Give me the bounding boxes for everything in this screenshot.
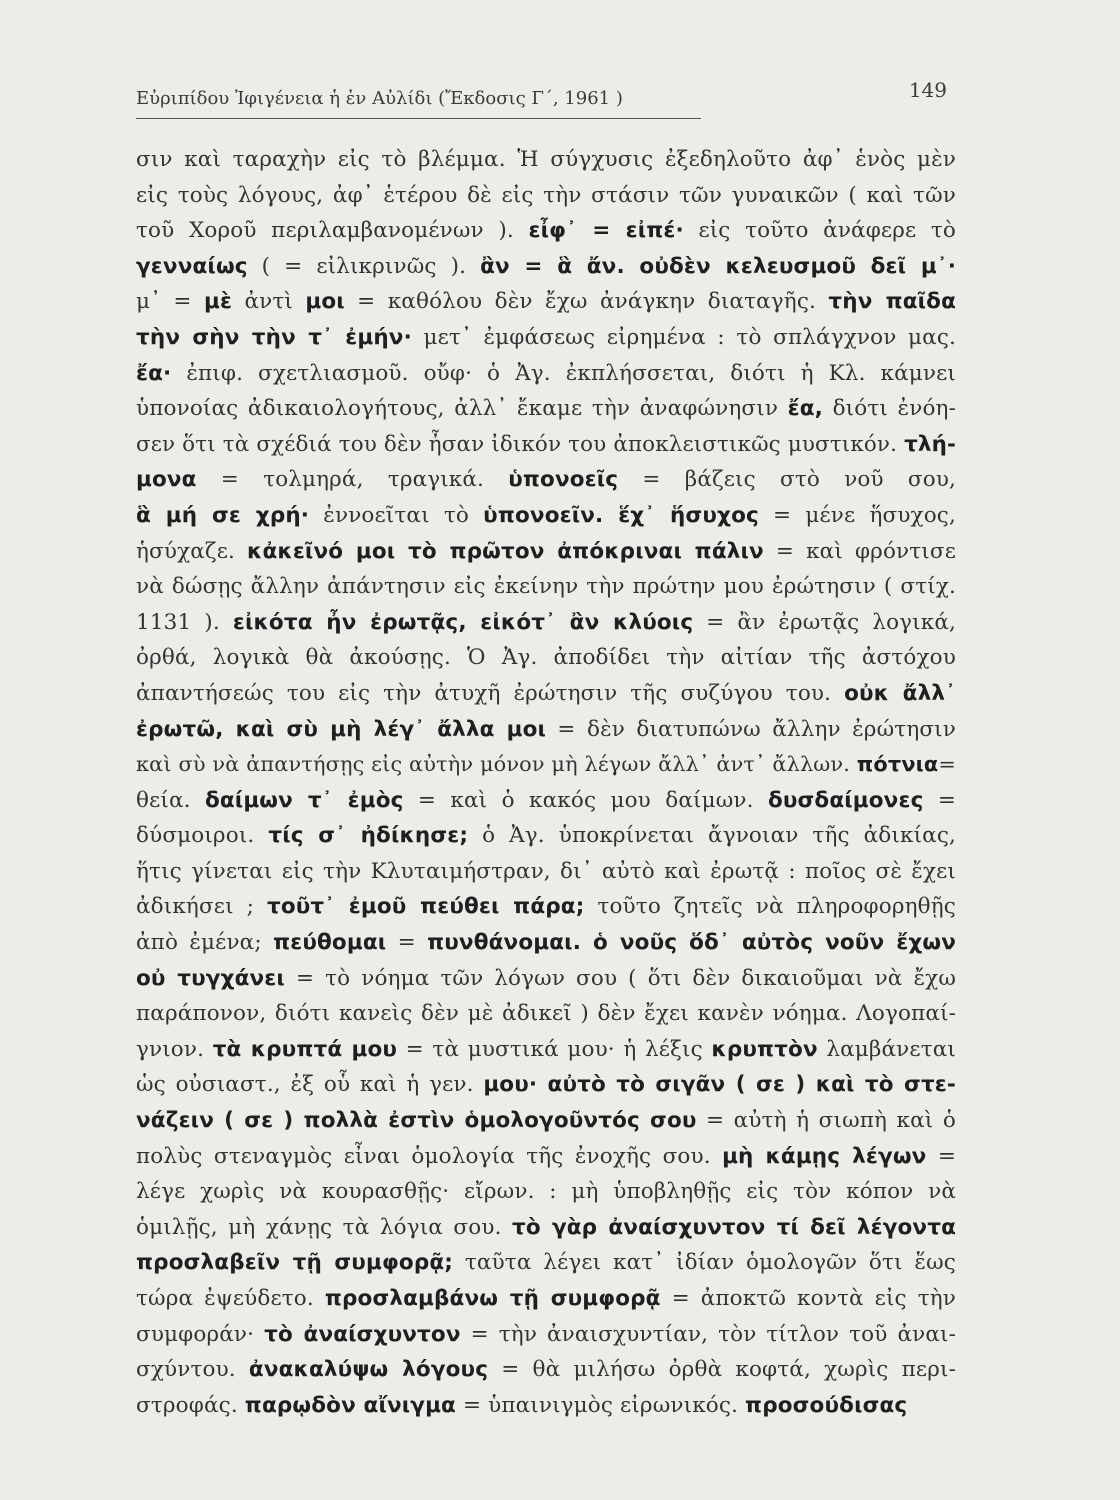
gloss-text: ὁ Ἀγ. ὑποκρίνεται ἄγνοιαν τῆς ἀδικίας, — [468, 823, 956, 849]
text-line — [136, 1067, 956, 1103]
lemma-bold: οὐ τυγχάνει — [136, 965, 285, 991]
lemma-bold: ἀνακαλύψω λόγους — [248, 1357, 489, 1383]
gloss-text: πολὺς στεναγμὸς εἶναι ὁμολογία τῆς ἐνοχῆς σου. — [136, 1143, 723, 1169]
lemma-bold: τὸ ἀναίσχυντον — [264, 1321, 461, 1347]
gloss-text: = ἂν ἐρωτᾷς λογικά, — [693, 609, 956, 635]
lemma-bold: ἔα· — [136, 360, 172, 386]
lemma-bold: εἶφ᾽ = εἰπέ· — [528, 218, 684, 244]
lemma-bold: τοῦτ᾽ ἐμοῦ πεύθει πάρα; — [266, 894, 585, 920]
text-line — [136, 1352, 956, 1388]
text-line — [136, 925, 956, 961]
lemma-bold: γενναίως — [136, 253, 248, 279]
lemma-bold: τὴν παῖδα — [828, 289, 956, 315]
gloss-text: λέγε χωρὶς νὰ κουρασθῇς· εἴρων. : μὴ ὑποβληθῇς εἰς τὸν κόπον νὰ — [136, 1179, 956, 1205]
text-line — [136, 427, 956, 463]
gloss-text: στροφάς. — [136, 1392, 245, 1418]
commentary-text — [136, 142, 956, 1423]
text-line — [136, 1281, 956, 1317]
gloss-text: = καὶ φρόντισε — [763, 538, 956, 564]
gloss-text: = ὑπαινιγμὸς εἰρωνικός. — [455, 1392, 746, 1418]
text-line — [136, 320, 956, 356]
gloss-text: ἀδικήσει ; — [136, 894, 267, 920]
lemma-bold: ἐρωτῶ, καὶ σὺ μὴ λέγ᾽ ἄλλα μοι — [136, 716, 547, 742]
lemma-bold: νάζειν ( σε ) πολλὰ ἐστὶν ὁμολογοῦντός σου — [136, 1108, 697, 1134]
text-line — [136, 1317, 956, 1353]
gloss-text: νὰ δώσῃς ἄλλην ἀπάντησιν εἰς ἐκείνην τὴν πρώτην μου ἐρώτησιν ( στίχ. — [136, 574, 956, 600]
gloss-text: 1131 ). — [136, 609, 233, 635]
lemma-bold: τίς σ᾽ ἠδίκησε; — [268, 823, 469, 849]
gloss-text: ἥτις γίνεται εἰς τὴν Κλυταιμήστραν, δι᾽ αὐτὸ καὶ ἐρωτᾷ : ποῖος σὲ ἔχει — [136, 858, 956, 884]
gloss-text: τοῦτο ζητεῖς νὰ πληροφορηθῇς — [584, 894, 956, 920]
text-line — [136, 1174, 956, 1210]
gloss-text: = μένε ἥσυχος, — [758, 502, 956, 528]
text-line — [136, 605, 956, 641]
gloss-text: τώρα ἐψεύδετο. — [136, 1286, 325, 1311]
gloss-text: ἐπιφ. σχετλιασμοῦ. οὔφ· ὁ Ἀγ. ἐκπλήσσεται, διότι ἡ Κλ. κάμνει — [171, 360, 956, 386]
gloss-text: τοῦ Χοροῦ περιλαμβανομένων ). — [136, 218, 529, 244]
lemma-bold: ἂν = ἃ ἄν. οὐδὲν κελευσμοῦ δεῖ μ᾽· — [480, 253, 956, 279]
gloss-text: = — [926, 1143, 956, 1169]
lemma-bold: ὑπονοεῖς — [508, 467, 619, 493]
gloss-text: = τολμηρά, τραγικά. — [196, 467, 509, 493]
gloss-text: συμφοράν· — [136, 1321, 265, 1347]
gloss-text: = τὴν ἀναισχυντίαν, τὸν τίτλον τοῦ ἀναι- — [460, 1321, 956, 1347]
lemma-bold: μὲ — [203, 289, 233, 315]
lemma-bold: μονα — [136, 467, 197, 493]
running-header — [136, 78, 951, 112]
gloss-text: ἀπαντήσεώς του εἰς τὴν ἀτυχῆ ἐρώτησιν τῆς συζύγου του. — [136, 680, 845, 706]
text-line — [136, 142, 956, 178]
header-title: Εὐριπίδου Ἰφιγένεια ἡ ἐν Αὐλίδι (Ἔκδοσις Γ΄, 1961 ) — [136, 88, 623, 109]
gloss-text: λαμβάνεται — [817, 1036, 956, 1062]
gloss-text: σιν καὶ ταραχὴν εἰς τὸ βλέμμα. Ἡ σύγχυσις ἐξεδηλοῦτο ἀφ᾽ ἑνὸς μὲν — [136, 147, 956, 172]
lemma-bold: τὴν σὴν τὴν τ᾽ ἐμήν· — [136, 324, 412, 350]
lemma-bold: εἰκότα ἦν ἐρωτᾷς, εἰκότ᾽ ἂν κλύοις — [232, 609, 694, 635]
text-line — [136, 356, 956, 392]
page-number: 149 — [908, 78, 947, 102]
gloss-text: = θὰ μιλήσω ὀρθὰ κοφτά, χωρὶς περι- — [488, 1357, 956, 1383]
gloss-text: = καὶ ὁ κακός μου δαίμων. — [403, 787, 768, 813]
text-line — [136, 783, 956, 819]
lemma-bold: πεύθομαι — [273, 930, 387, 956]
text-line — [136, 1245, 956, 1281]
gloss-text: σεν ὅτι τὰ σχέδιά του δὲν ἦσαν ἰδικόν του ἀποκλειστικῶς μυστικόν. — [136, 431, 905, 457]
lemma-bold: ὑπονοεῖν. ἕχ᾽ ἥσυχος — [483, 502, 759, 528]
lemma-bold: κἀκεῖνό μοι τὸ πρῶτον ἀπόκριναι πάλιν — [247, 538, 764, 564]
gloss-text: = βάζεις στὸ νοῦ σου, — [642, 467, 956, 493]
gloss-text: ταῦτα λέγει κατ᾽ ἰδίαν ὁμολογῶν ὅτι ἕως — [453, 1250, 956, 1276]
gloss-text: = — [938, 752, 956, 777]
lemma-bold: οὐκ ἄλλ᾽ — [844, 680, 956, 706]
text-line — [136, 747, 956, 783]
lemma-bold: ἃ μή σε χρή· — [136, 502, 310, 528]
text-line — [136, 569, 956, 605]
gloss-text: καὶ σὺ νὰ ἀπαντήσῃς εἰς αὐτὴν μόνον μὴ λέγων ἄλλ᾽ ἀντ᾽ ἄλλων. — [136, 752, 857, 777]
text-line — [136, 640, 956, 676]
gloss-text: ὑπονοίας ἀδικαιολογήτους, ἀλλ᾽ ἔκαμε τὴν ἀναφώνησιν — [136, 396, 788, 422]
text-line — [136, 961, 956, 997]
text-line — [136, 1210, 956, 1246]
lemma-bold: τὰ κρυπτά μου — [212, 1036, 398, 1062]
gloss-text: = ἀποκτῶ κοντὰ εἰς τὴν — [660, 1286, 956, 1311]
lemma-bold: τὸ γὰρ ἀναίσχυντον τί δεῖ λέγοντα — [512, 1214, 956, 1240]
gloss-text: = τὸ νόημα τῶν λόγων σου ( ὅτι δὲν δικαιοῦμαι νὰ ἔχω — [284, 965, 956, 991]
text-line — [136, 1388, 956, 1424]
gloss-text: ἐννοεῖται τὸ — [309, 502, 484, 528]
text-line — [136, 818, 956, 854]
gloss-text: εἰς τοῦτο ἀνάφερε τὸ — [683, 218, 956, 244]
gloss-text: θεία. — [136, 787, 205, 813]
gloss-text: γνιον. — [136, 1036, 213, 1062]
text-line — [136, 889, 956, 925]
lemma-bold: ἔα, — [787, 396, 823, 422]
gloss-text: δύσμοιροι. — [136, 823, 269, 849]
text-line — [136, 1032, 956, 1068]
gloss-text: = — [386, 930, 428, 956]
gloss-text: = — [923, 787, 956, 813]
text-line — [136, 249, 956, 285]
lemma-bold: προσλαμβάνω τῇ συμφορᾷ — [324, 1286, 661, 1311]
gloss-text: παράπονον, διότι κανεὶς δὲν μὲ ἀδικεῖ ) δὲν ἔχει κανὲν νόημα. Λογοπαί- — [136, 1001, 956, 1027]
text-line — [136, 676, 956, 712]
gloss-text: ( = εἰλικρινῶς ). — [247, 253, 481, 279]
text-line — [136, 462, 956, 498]
lemma-bold: προσλαβεῖν τῇ συμφορᾷ; — [136, 1250, 454, 1276]
lemma-bold: πυνθάνομαι. ὁ νοῦς ὅδ᾽ αὐτὸς νοῦν ἔχων — [427, 930, 956, 956]
gloss-text: σχύντου. — [136, 1357, 249, 1383]
lemma-bold: μου· αὐτὸ τὸ σιγᾶν ( σε ) καὶ τὸ στε- — [483, 1072, 956, 1098]
gloss-text: ὡς οὐσιαστ., ἐξ οὗ καὶ ἡ γεν. — [136, 1072, 484, 1098]
gloss-text: μετ᾽ ἐμφάσεως εἰρημένα : τὸ σπλάγχνον μας. — [411, 324, 956, 350]
gloss-text: εἰς τοὺς λόγους, ἀφ᾽ ἑτέρου δὲ εἰς τὴν στάσιν τῶν γυναικῶν ( καὶ τῶν — [136, 182, 956, 208]
lemma-bold: τλή- — [904, 431, 956, 457]
text-line — [136, 712, 956, 748]
text-line — [136, 1103, 956, 1139]
gloss-text: = τὰ μυστικά μου· ἡ λέξις — [397, 1036, 712, 1062]
lemma-bold: κρυπτὸν — [711, 1036, 818, 1062]
gloss-text: ὀρθά, λογικὰ θὰ ἀκούσῃς. Ὁ Ἀγ. ἀποδίδει τὴν αἰτίαν τῆς ἀστόχου — [136, 645, 956, 671]
gloss-text: ἀπὸ ἐμένα; — [136, 930, 274, 956]
gloss-text: ἀντὶ — [232, 289, 306, 315]
text-line — [136, 854, 956, 890]
gloss-text: = καθόλου δὲν ἔχω ἀνάγκην διαταγῆς. — [344, 289, 829, 315]
gloss-text: = αὐτὴ ἡ σιωπὴ καὶ ὁ — [696, 1108, 956, 1134]
text-line — [136, 1139, 956, 1175]
text-line — [136, 534, 956, 570]
header-rule — [136, 118, 701, 119]
text-line — [136, 284, 956, 320]
gloss-text: = δὲν διατυπώνω ἄλλην ἐρώτησιν — [546, 716, 956, 742]
gloss-text: διότι ἐνόη- — [823, 396, 956, 422]
lemma-bold: πότνια — [856, 752, 939, 777]
gloss-text: ὁμιλῇς, μὴ χάνῃς τὰ λόγια σου. — [136, 1214, 513, 1240]
text-line — [136, 391, 956, 427]
gloss-text: μ᾽ = — [136, 289, 204, 315]
lemma-bold: δαίμων τ᾽ ἐμὸς — [204, 787, 404, 813]
lemma-bold: μοι — [305, 289, 345, 315]
text-line — [136, 213, 956, 249]
text-line — [136, 498, 956, 534]
text-line — [136, 178, 956, 214]
lemma-bold: προσούδισας — [745, 1392, 908, 1418]
gloss-text: ἡσύχαζε. — [136, 538, 248, 564]
text-line — [136, 996, 956, 1032]
lemma-bold: μὴ κάμῃς λέγων — [722, 1143, 927, 1169]
lemma-bold: δυσδαίμονες — [767, 787, 924, 813]
lemma-bold: παρῳδὸν αἴνιγμα — [244, 1392, 456, 1418]
